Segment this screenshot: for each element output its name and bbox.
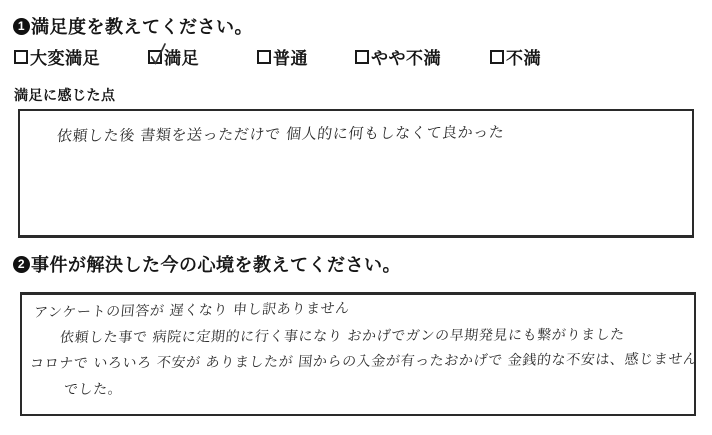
question2-heading (13, 251, 401, 277)
option-label: 満足 (164, 49, 199, 68)
option-neutral[interactable] (257, 44, 308, 69)
satisfied-points-label: 満足に感じた点 (14, 89, 116, 104)
option-very-satisfied[interactable] (14, 44, 100, 69)
handwritten-answer-line: 依頼した事で 病院に定期的に行く事になり おかげでガンの早期発見にも繋がりました (59, 327, 626, 347)
option-label: 不満 (506, 49, 541, 68)
handwritten-answer-line: でした。 (63, 381, 124, 399)
question1-number-badge: 1 (13, 18, 30, 35)
question1-title: 満足度を教えてください。 (31, 17, 253, 37)
satisfied-points-answer-box[interactable] (18, 109, 694, 238)
option-label: やや不満 (371, 49, 441, 68)
current-feelings-answer-box[interactable] (20, 292, 699, 416)
handwritten-answer-line: 依頼した後 書類を送っただけで 個人的に何もしなくて良かった (56, 123, 506, 146)
handwritten-answer-line: アンケートの回答が 遅くなり 申し訳ありません (33, 300, 351, 322)
option-label: 大変満足 (30, 49, 100, 68)
option-label: 普通 (273, 49, 308, 68)
question2-title: 事件が解決した今の心境を教えてください。 (31, 255, 401, 275)
option-somewhat-dissatisfied[interactable] (355, 44, 441, 69)
checkbox-checked-icon[interactable] (148, 50, 162, 64)
checkbox-icon[interactable] (14, 50, 28, 64)
question1-heading (13, 13, 253, 39)
satisfaction-options-row (0, 44, 712, 66)
question2-number-badge: 2 (13, 256, 30, 273)
option-satisfied[interactable] (148, 44, 199, 69)
option-dissatisfied[interactable] (490, 44, 541, 69)
checkbox-icon[interactable] (355, 50, 369, 64)
checkbox-icon[interactable] (490, 50, 504, 64)
checkbox-icon[interactable] (257, 50, 271, 64)
handwritten-answer-line: コロナで いろいろ 不安が ありましたが 国からの入金が有ったおかげで 金銭的な不安は、感じません (29, 351, 699, 373)
